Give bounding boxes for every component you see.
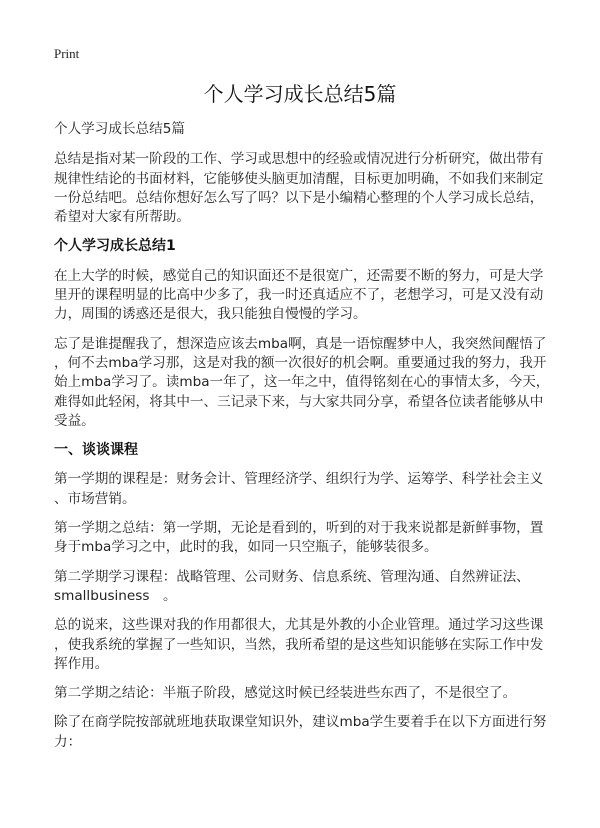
print-link[interactable]: Print [54, 46, 80, 61]
text-line: 除了在商学院按部就班地获取课堂知识外，建议mba学生要着手在以下方面进行努 [54, 714, 547, 731]
text-line: 希望对大家有所帮助。 [54, 209, 190, 226]
paragraph [54, 713, 554, 752]
text-line: 一、谈谈课程 [54, 442, 138, 459]
document-body [54, 120, 554, 762]
text-line: 在上大学的时候，感觉自己的知识面还不是很宽广，还需要不断的努力，可是大学 [54, 267, 544, 284]
text-line: 第二学期之结论：半瓶子阶段，感觉这时候已经装进些东西了，不是很空了。 [54, 685, 517, 702]
text-line: 第一学期之总结：第一学期，无论是看到的，听到的对于我来说都是新鲜事物，置 [54, 520, 544, 537]
paragraph [54, 267, 554, 325]
text-line: 力： [54, 733, 82, 750]
section-heading [54, 237, 554, 256]
text-line: 始上mba学习了。读mba一年了，这一年之中，值得铭刻在心的事情太多，今天， [54, 374, 550, 391]
text-line: 身于mba学习之中，此时的我，如同一只空瓶子，能够装很多。 [54, 539, 438, 556]
text-line: 个人学习成长总结1 [54, 238, 176, 255]
text-line: 一份总结吧。总结你想好怎么写了吗？以下是小编精心整理的个人学习成长总结， [54, 189, 544, 206]
text-line: 受益。 [54, 412, 95, 429]
paragraph [54, 335, 554, 431]
text-line: 规律性结论的书面材料，它能够使头脑更加清醒，目标更加明确，不如我们来制定 [54, 170, 544, 187]
text-line: 第一学期的课程是：财务会计、管理经济学、组织行为学、运筹学、科学社会主义 [54, 471, 544, 488]
text-line: 、市场营销。 [54, 490, 136, 507]
paragraph [54, 519, 554, 558]
section-heading [54, 441, 554, 460]
text-line: 个人学习成长总结5篇 [54, 121, 185, 137]
text-line: 里开的课程明显的比高中少多了，我一时还真适应不了，老想学习，可是又没有动 [54, 287, 544, 304]
text-line: ，使我系统的掌握了一些知识，当然，我所希望的是这些知识能够在实际工作中发 [54, 636, 544, 653]
text-line: 难得如此轻闲，将其中一、三记录下来，与大家共同分享，希望各位读者能够从中 [54, 393, 544, 410]
text-line: 忘了是谁提醒我了，想深造应该去mba啊，真是一语惊醒梦中人，我突然间醒悟了 [54, 335, 547, 352]
paragraph [54, 616, 554, 674]
text-line: smallbusiness 。 [54, 587, 177, 604]
text-line: 力，周围的诱惑还是很大，我只能独自慢慢的学习。 [54, 306, 367, 323]
text-line: 总结是指对某一阶段的工作、学习或思想中的经验或情况进行分析研究，做出带有 [54, 151, 544, 168]
text-line: 总的说来，这些课对我的作用都很大，尤其是外教的小企业管理。通过学习这些课 [54, 617, 544, 634]
paragraph [54, 470, 554, 509]
paragraph [54, 150, 554, 227]
paragraph [54, 568, 554, 607]
paragraph [54, 684, 554, 703]
document-title: 个人学习成长总结5篇 [203, 82, 397, 106]
paragraph [54, 120, 554, 139]
text-line: 挥作用。 [54, 655, 109, 672]
text-line: ，何不去mba学习那，这是对我的额一次很好的机会啊。重要通过我的努力，我开 [54, 354, 547, 371]
text-line: 第二学期学习课程：战略管理、公司财务、信息系统、管理沟通、自然辨证法、 [54, 568, 530, 585]
